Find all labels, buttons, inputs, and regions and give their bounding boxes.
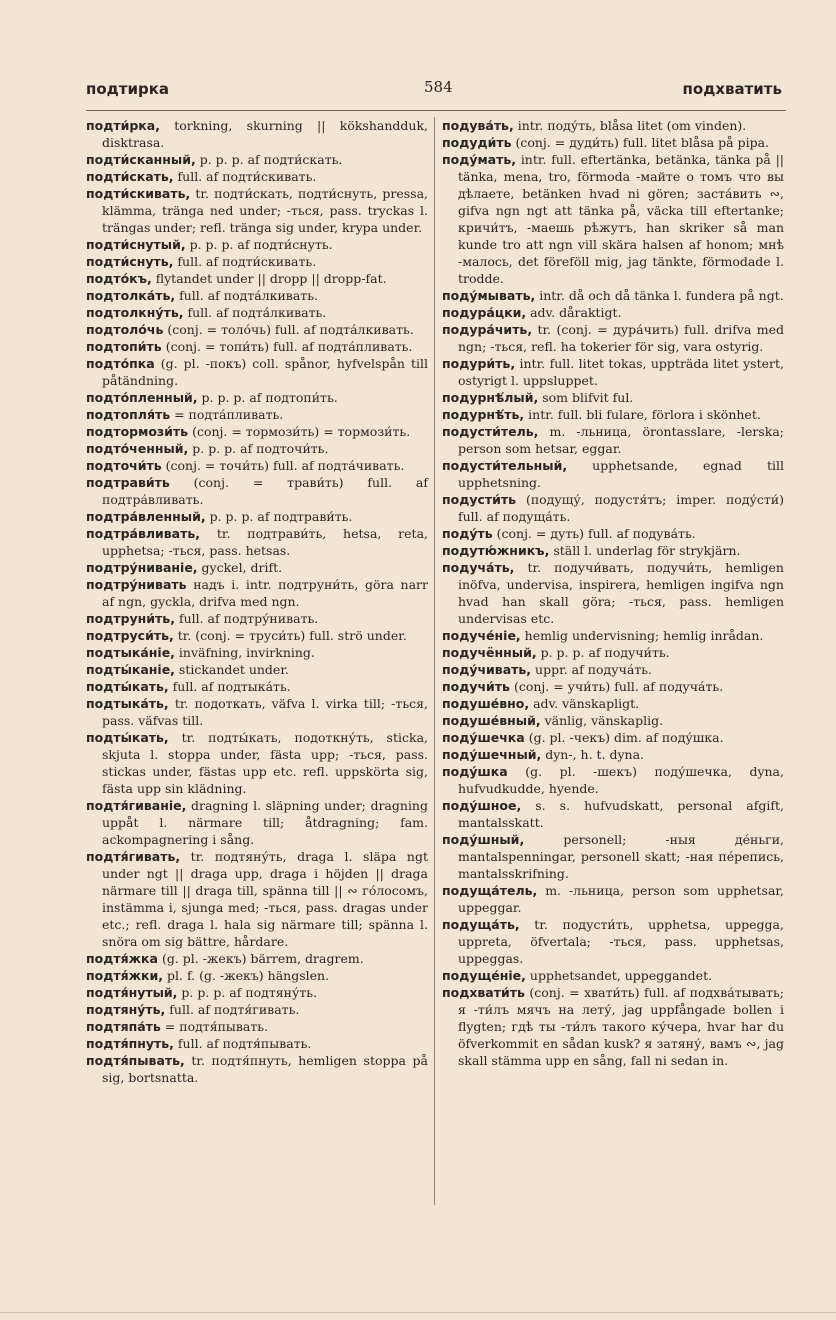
entry-definition: m. -льница, örontasslare, -lerska; person som hetsar, eggar. xyxy=(458,424,784,456)
dictionary-entry xyxy=(86,661,428,678)
entry-headword: подуще́ніе, xyxy=(442,968,526,983)
dictionary-entry xyxy=(442,304,784,321)
entry-headword: подучи́ть xyxy=(442,679,510,694)
running-head-left: подтирка xyxy=(86,80,170,98)
entry-definition: p. p. p. af подтяну́ть. xyxy=(181,985,318,1000)
dictionary-entry xyxy=(86,525,428,559)
entry-definition: intr. full. litet tokas, uppträda litet ystert, ostyrigt l. uppsluppet. xyxy=(458,356,784,388)
dictionary-entry xyxy=(86,457,428,474)
dictionary-entry xyxy=(442,423,784,457)
entry-definition: tr. подти́скать, подти́снуть, pressa, klämma, tränga ned under; -ться, pass. tryckas l. trängas under; refl. tränga sig under, krypa under. xyxy=(102,186,428,235)
left-column xyxy=(86,117,428,1086)
entry-headword: подти́скивать, xyxy=(86,186,191,201)
entry-definition: (g. pl. -жекъ) bärrem, dragrem. xyxy=(161,951,364,966)
entry-definition: (conj. = хвати́ть) full. af подхва́тывать; я -ти́лъ мячъ на лету́, jag uppfångade bollen i flygten; гдѣ ты -ти́лъ такого ку́чера, hvar har du öfverkommit en sådan kusk? я затяну́, вамъ ∾, jag skall stämma upp en sång, fall ni sedan in. xyxy=(458,985,784,1068)
dictionary-entry xyxy=(86,1052,428,1086)
entry-headword: поду́шный, xyxy=(442,832,525,847)
entry-headword: подусти́тель, xyxy=(442,424,539,439)
entry-headword: подтя́гивать, xyxy=(86,849,181,864)
dictionary-entry xyxy=(86,848,428,950)
entry-definition: p. p. p. af подтрави́ть. xyxy=(209,509,353,524)
entry-definition: (g. pl. -чекъ) dim. af поду́шка. xyxy=(528,730,724,745)
dictionary-entry xyxy=(86,270,428,287)
entry-definition: intr. full. eftertänka, betänka, tänka på || tänka, mena, tro, förmoda -майте о томъ что вы дѣлаете, betänken hvad ni gören; заста́вить ∾, gifva ngn ngt att tänka på, väcka till eftertanke; кричи́тъ, -маешь рѣжутъ, han skriker så man kunde tro att ngn vill skära halsen af honom; мнѣ -малось, det föreföll mig, jag tänkte, förmodade l. trodde. xyxy=(458,152,785,286)
entry-definition: full. af подтыка́ть. xyxy=(172,679,291,694)
entry-headword: подтя́пнуть, xyxy=(86,1036,174,1051)
dictionary-entry xyxy=(442,984,784,1069)
entry-definition: full. af подта́лкивать. xyxy=(179,288,318,303)
entry-definition: (g. pl. -шекъ) поду́шечка, dyna, hufvudkudde, hyende. xyxy=(458,764,784,796)
entry-definition: stickandet under. xyxy=(178,662,289,677)
entry-headword: подтру́ниваніе, xyxy=(86,560,198,575)
entry-definition: flytandet under || dropp || dropp-fat. xyxy=(155,271,387,286)
entry-headword: подтолка́ть, xyxy=(86,288,176,303)
entry-definition: full. af подтя́пывать. xyxy=(177,1036,312,1051)
entry-definition: ställ l. underlag för strykjärn. xyxy=(553,543,741,558)
column-divider xyxy=(434,117,435,1205)
entry-definition: s. s. hufvudskatt, personal afgift, mantalsskatt. xyxy=(458,798,784,830)
dictionary-entry xyxy=(86,1018,428,1035)
entry-headword: подтру́нивать xyxy=(86,577,187,592)
dictionary-entry xyxy=(442,457,784,491)
entry-headword: подхвати́ть xyxy=(442,985,525,1000)
entry-definition: pl. f. (g. -жекъ) hängslen. xyxy=(167,968,330,983)
entry-definition: tr. подтяну́ть, draga l. släpa ngt under ngt || draga upp, draga i höjden || draga närmare till || draga till, spänna till || ∾ го́лосомъ, instämma i, sjunga med; -ться, pass. dragas under etc.; refl. draga l. hala sig närmare till; spänna l. snöra om sig bättre, hårdare. xyxy=(102,849,428,949)
entry-headword: подури́ть, xyxy=(442,356,516,371)
dictionary-entry xyxy=(442,695,784,712)
entry-definition: = подтя́пывать. xyxy=(164,1019,269,1034)
entry-definition: upphetsande, egnad till upphetsning. xyxy=(458,458,784,490)
entry-definition: (conj. = топи́ть) full. af подта́пливать. xyxy=(165,339,413,354)
entry-headword: подуше́вно, xyxy=(442,696,530,711)
entry-headword: подтруни́ть, xyxy=(86,611,175,626)
entry-definition: tr. (conj. = труси́ть) full. strö under. xyxy=(177,628,407,643)
entry-headword: подусти́тельный, xyxy=(442,458,568,473)
dictionary-entry xyxy=(86,338,428,355)
entry-headword: подти́снуть, xyxy=(86,254,174,269)
dictionary-entry xyxy=(86,185,428,236)
entry-headword: подучённый, xyxy=(442,645,537,660)
entry-definition: hemlig undervisning; hemlig inrådan. xyxy=(524,628,764,643)
dictionary-entry xyxy=(86,729,428,797)
entry-definition: p. p. p. af подучи́ть. xyxy=(540,645,670,660)
page-number: 584 xyxy=(424,78,453,96)
entry-definition: p. p. p. af подти́скать. xyxy=(199,152,343,167)
entry-headword: подтра́вливать, xyxy=(86,526,201,541)
entry-headword: подти́скать, xyxy=(86,169,174,184)
entry-definition: m. -льница, person som upphetsar, uppeggar. xyxy=(458,883,784,915)
entry-definition: dyn-, h. t. dyna. xyxy=(545,747,645,762)
dictionary-entry xyxy=(442,967,784,984)
dictionary-entry xyxy=(442,729,784,746)
page-edge xyxy=(0,1312,836,1313)
dictionary-entry xyxy=(86,950,428,967)
entry-definition: tr. подоткать, väfva l. virka till; -ться, pass. väfvas till. xyxy=(102,696,428,728)
entry-headword: поду́чивать, xyxy=(442,662,532,677)
entry-definition: (conj. = точи́ть) full. af подта́чивать. xyxy=(165,458,405,473)
entry-headword: подтяну́ть, xyxy=(86,1002,166,1017)
entry-headword: поду́мать, xyxy=(442,152,517,167)
entry-headword: подты́каніе, xyxy=(86,662,175,677)
entry-definition: tr. подтя́пнуть, hemligen stoppa på sig, bortsnatta. xyxy=(102,1053,428,1085)
entry-headword: подуче́ніе, xyxy=(442,628,521,643)
dictionary-entry xyxy=(86,1035,428,1052)
entry-headword: подуча́ть, xyxy=(442,560,515,575)
entry-definition: full. af подтру́нивать. xyxy=(178,611,319,626)
entry-definition: adv. vänskapligt. xyxy=(533,696,640,711)
entry-headword: подтя́жки, xyxy=(86,968,164,983)
dictionary-entry xyxy=(86,168,428,185)
entry-headword: подты́кать, xyxy=(86,679,169,694)
entry-headword: подтя́нутый, xyxy=(86,985,178,1000)
dictionary-entry xyxy=(442,117,784,134)
entry-definition: som blifvit ful. xyxy=(542,390,634,405)
entry-definition: full. af подта́лкивать. xyxy=(187,305,327,320)
entry-definition: full. af подти́скивать. xyxy=(177,254,317,269)
entry-headword: подува́ть, xyxy=(442,118,514,133)
entry-definition: tr. подучи́вать, подучи́ть, hemligen inöfva, undervisa, inspirera, hemligen ingifva ngn hvad han skall göra; -ться, pass. hemligen undervisas etc. xyxy=(458,560,784,626)
entry-headword: подтя́жка xyxy=(86,951,158,966)
entry-headword: подтормози́ть xyxy=(86,424,189,439)
entry-definition: (conj. = тормози́ть) = тормози́ть. xyxy=(192,424,411,439)
dictionary-entry xyxy=(442,134,784,151)
entry-definition: personell; -ныя де́ньги, mantalspenningar, personell skatt; -ная пе́репись, mantalsskrifning. xyxy=(458,832,784,881)
entry-definition: full. af подтя́гивать. xyxy=(169,1002,300,1017)
dictionary-entry xyxy=(442,763,784,797)
entry-headword: подто́пка xyxy=(86,356,155,371)
entry-headword: подто́къ, xyxy=(86,271,152,286)
entry-headword: подуше́вный, xyxy=(442,713,541,728)
dictionary-entry xyxy=(86,321,428,338)
entry-definition: tr. подты́кать, подоткну́ть, sticka, skjuta l. stoppa under, fästa upp; -ться, pass. stickas under, fästas upp etc. refl. uppskörta sig, fästa upp sin klädning. xyxy=(102,730,428,796)
entry-headword: подто́пленный, xyxy=(86,390,198,405)
dictionary-entry xyxy=(86,644,428,661)
entry-definition: torkning, skurning || kökshandduk, disktrasa. xyxy=(102,118,428,150)
entry-headword: подтруси́ть, xyxy=(86,628,174,643)
running-head-right: подхватить xyxy=(682,80,782,98)
entry-headword: подты́кать, xyxy=(86,730,169,745)
entry-headword: подтяпа́ть xyxy=(86,1019,161,1034)
entry-definition: (g. pl. -покъ) coll. spånor, hyfvelspån till påtändning. xyxy=(102,356,428,388)
dictionary-entry xyxy=(86,287,428,304)
entry-headword: поду́шка xyxy=(442,764,508,779)
dictionary-entry xyxy=(442,882,784,916)
entry-headword: подтыка́ть, xyxy=(86,696,169,711)
entry-definition: intr. поду́ть, blåsa litet (om vinden). xyxy=(517,118,747,133)
entry-definition: p. p. p. af подтопи́ть. xyxy=(201,390,338,405)
dictionary-entry xyxy=(442,389,784,406)
entry-headword: подто́ченный, xyxy=(86,441,189,456)
dictionary-entry xyxy=(86,423,428,440)
entry-headword: поду́ть xyxy=(442,526,493,541)
dictionary-entry xyxy=(86,678,428,695)
dictionary-entry xyxy=(442,678,784,695)
entry-definition: (conj. = учи́ть) full. af подуча́ть. xyxy=(513,679,724,694)
dictionary-entry xyxy=(442,321,784,355)
dictionary-entry xyxy=(442,542,784,559)
dictionary-entry xyxy=(442,712,784,729)
dictionary-entry xyxy=(86,355,428,389)
dictionary-entry xyxy=(442,151,784,287)
entry-definition: intr. då och då tänka l. fundera på ngt. xyxy=(539,288,784,303)
dictionary-entry xyxy=(86,627,428,644)
dictionary-entry xyxy=(442,644,784,661)
dictionary-entry xyxy=(86,984,428,1001)
entry-headword: подти́рка, xyxy=(86,118,160,133)
dictionary-entry xyxy=(86,117,428,151)
entry-headword: поду́шное, xyxy=(442,798,522,813)
entry-headword: подтра́вленный, xyxy=(86,509,206,524)
dictionary-entry xyxy=(86,474,428,508)
entry-definition: adv. dåraktigt. xyxy=(530,305,622,320)
dictionary-entry xyxy=(86,508,428,525)
entry-headword: поду́мывать, xyxy=(442,288,536,303)
entry-headword: подуща́ть, xyxy=(442,917,520,932)
entry-definition: tr. подтрави́ть, hetsa, reta, upphetsa; -ться, pass. hetsas. xyxy=(102,526,429,558)
entry-headword: подти́сканный, xyxy=(86,152,196,167)
entry-headword: подтрави́ть xyxy=(86,475,170,490)
dictionary-entry xyxy=(86,1001,428,1018)
dictionary-entry xyxy=(86,304,428,321)
entry-definition: = подта́пливать. xyxy=(174,407,284,422)
dictionary-entry xyxy=(86,610,428,627)
entry-headword: поду́шечка xyxy=(442,730,525,745)
entry-definition: (подущу́, подустя́тъ; imper. поду́сти́) full. af подуща́ть. xyxy=(458,492,784,524)
dictionary-entry xyxy=(86,440,428,457)
entry-definition: gyckel, drift. xyxy=(201,560,283,575)
dictionary-entry xyxy=(442,661,784,678)
entry-headword: подутю́жникъ, xyxy=(442,543,550,558)
entry-headword: подтыка́ніе, xyxy=(86,645,175,660)
dictionary-entry xyxy=(86,559,428,576)
dictionary-entry xyxy=(442,406,784,423)
dictionary-entry xyxy=(86,406,428,423)
dictionary-entry xyxy=(442,355,784,389)
dictionary-entry xyxy=(442,797,784,831)
entry-headword: подусти́ть xyxy=(442,492,517,507)
dictionary-entry xyxy=(442,746,784,763)
entry-definition: надъ i. intr. подтруни́ть, göra narr af ngn, gyckla, drifva med ngn. xyxy=(102,577,428,609)
dictionary-entry xyxy=(442,559,784,627)
dictionary-entry xyxy=(86,151,428,168)
entry-headword: подуди́ть xyxy=(442,135,512,150)
entry-definition: p. p. p. af подти́снуть. xyxy=(189,237,333,252)
entry-headword: подурнѣ́ть, xyxy=(442,407,525,422)
dictionary-entry xyxy=(86,797,428,848)
entry-headword: подтоло́чь xyxy=(86,322,164,337)
entry-definition: upphetsandet, uppeggandet. xyxy=(529,968,713,983)
entry-definition: uppr. af подуча́ть. xyxy=(535,662,653,677)
entry-definition: (conj. = толо́чь) full. af подта́лкивать. xyxy=(167,322,414,337)
entry-definition: (conj. = дуди́ть) full. litet blåsa på pipa. xyxy=(515,135,770,150)
entry-definition: p. p. p. af подточи́ть. xyxy=(192,441,329,456)
entry-headword: подтопля́ть xyxy=(86,407,171,422)
entry-headword: подтя́гиваніе, xyxy=(86,798,187,813)
entry-definition: tr. (conj. = дура́чить) full. drifva med ngn; -ться, refl. ha tokerier för sig, vara ostyrig. xyxy=(458,322,784,354)
dictionary-entry xyxy=(442,525,784,542)
dictionary-entry xyxy=(86,389,428,406)
entry-definition: (conj. = трави́ть) full. af подтра́вливать. xyxy=(102,475,428,507)
entry-headword: подти́снутый, xyxy=(86,237,186,252)
dictionary-entry xyxy=(86,576,428,610)
entry-headword: подточи́ть xyxy=(86,458,162,473)
dictionary-entry xyxy=(442,831,784,882)
entry-headword: поду́шечный, xyxy=(442,747,542,762)
dictionary-entry xyxy=(442,287,784,304)
dictionary-entry xyxy=(442,627,784,644)
entry-headword: подура́цки, xyxy=(442,305,527,320)
entry-definition: dragning l. släpning under; dragning uppåt l. närmare till; åtdragning; fam. ackompagnering i sång. xyxy=(102,798,428,847)
entry-headword: подуща́тель, xyxy=(442,883,538,898)
dictionary-entry xyxy=(86,695,428,729)
entry-definition: vänlig, vänskaplig. xyxy=(544,713,664,728)
right-column xyxy=(442,117,784,1069)
entry-headword: подура́чить, xyxy=(442,322,533,337)
entry-headword: подурнѣ́лый, xyxy=(442,390,539,405)
dictionary-entry xyxy=(86,236,428,253)
dictionary-entry xyxy=(442,916,784,967)
entry-headword: подтя́пывать, xyxy=(86,1053,185,1068)
entry-definition: intr. full. bli fulare, förlora i skönhet. xyxy=(528,407,761,422)
entry-definition: inväfning, invirkning. xyxy=(178,645,315,660)
entry-headword: подтопи́ть xyxy=(86,339,162,354)
entry-definition: (conj. = дуть) full. af подува́ть. xyxy=(496,526,696,541)
entry-definition: tr. подусти́ть, upphetsa, uppegga, uppreta, öfvertala; -ться, pass. upphetsas, uppeggas. xyxy=(458,917,784,966)
dictionary-entry xyxy=(442,491,784,525)
dictionary-entry xyxy=(86,967,428,984)
entry-definition: full. af подти́скивать. xyxy=(177,169,317,184)
entry-headword: подтолкну́ть, xyxy=(86,305,184,320)
dictionary-entry xyxy=(86,253,428,270)
header-rule xyxy=(86,110,786,111)
